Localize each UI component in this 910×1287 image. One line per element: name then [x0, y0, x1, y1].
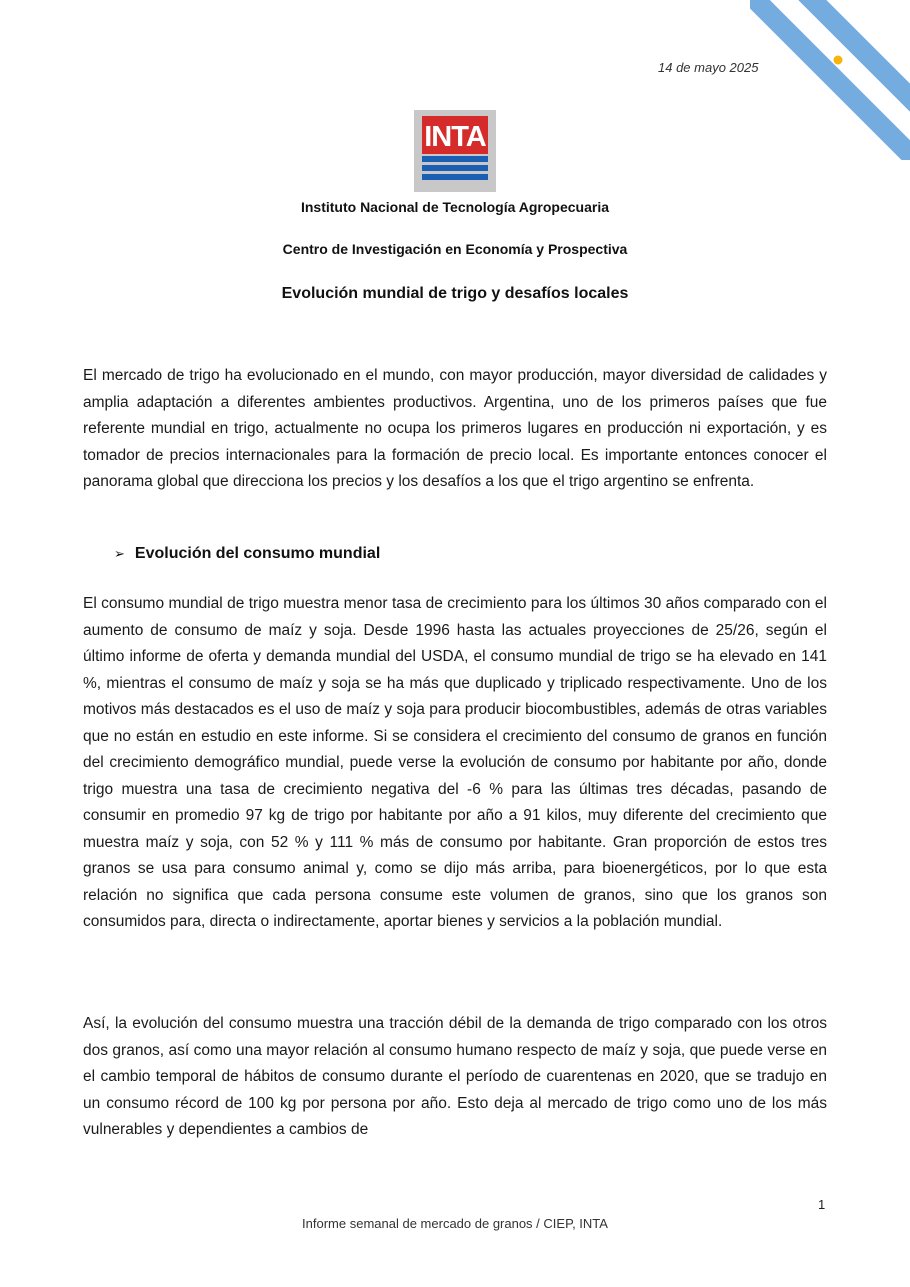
- logo-text: INTA: [424, 121, 486, 153]
- document-title: Evolución mundial de trigo y desafíos locales: [281, 285, 629, 302]
- sun-of-may-icon: [834, 56, 843, 65]
- consumption-paragraph: El consumo mundial de trigo muestra menor tasa de crecimiento para los últimos 30 años comparado con el aumento de consumo de maíz y soja. Desde 1996 hasta las actuales proyecciones de 25/26, según el último informe de oferta y demanda mundial del USDA, el consumo mundial de trigo se ha elevado en 141 %, mientras el consumo de maíz y soja se ha más que duplicado y triplicado respectivamente. Uno de los motivos más destacados es el uso de maíz y soja para producir biocombustibles, además de otras variables que no están en estudio en este informe. Si se considera el crecimiento del consumo de granos en función del crecimiento demográfico mundial, puede verse la evolución de consumo por habitante por año, donde trigo muestra una tasa de crecimiento negativa del -6 % para las últimas tres décadas, pasando de consumir en promedio 97 kg de trigo por habitante por año a 91 kilos, muy diferente del crecimiento que muestra maíz y soja, con 52 % y 111 % más de consumo por habitante. Gran proporción de estos tres granos se usa para consumo animal y, como se dijo más arriba, para bioenergéticos, por lo que esta relación no significa que cada persona consume este volumen de granos, sino que los granos son consumidos para, directa o indirectamente, aportar bienes y servicios a la población mundial.: [83, 595, 827, 930]
- section-title: Evolución del consumo mundial: [134, 545, 381, 562]
- arrow-bullet-icon: ➢: [114, 546, 125, 561]
- intro-paragraph: El mercado de trigo ha evolucionado en el mundo, con mayor producción, mayor diversidad de calidades y amplia adaptación a diferentes ambientes productivos. Argentina, uno de los primeros países que fue referente mundial en trigo, actualmente no ocupa los primeros lugares en producción ni exportación, y es tomador de precios internacionales para la formación de precio local. Es importante entonces conocer el panorama global que direcciona los precios y los desafíos a los que el trigo argentino se enfrenta.: [83, 367, 827, 490]
- section-heading: [114, 545, 380, 563]
- document-date: 14 de mayo 2025: [658, 60, 759, 75]
- inta-logo: [414, 110, 496, 192]
- page-footer: Informe semanal de mercado de granos / CIEP, INTA: [302, 1216, 608, 1231]
- demand-paragraph: Así, la evolución del consumo muestra una tracción débil de la demanda de trigo comparado con los otros dos granos, así como una mayor relación al consumo humano respecto de maíz y soja, que puede verse en el cambio temporal de hábitos de consumo durante el período de cuarentenas en 2020, que se tradujo en un consumo récord de 100 kg por persona por año. Esto deja al mercado de trigo como uno de los más vulnerables y dependientes a cambios de: [83, 1015, 827, 1138]
- argentina-flag-corner: [750, 0, 910, 160]
- page-number: 1: [818, 1197, 826, 1212]
- institution-name: Instituto Nacional de Tecnología Agropecuaria: [300, 199, 610, 215]
- research-center-name: Centro de Investigación en Economía y Prospectiva: [282, 241, 628, 257]
